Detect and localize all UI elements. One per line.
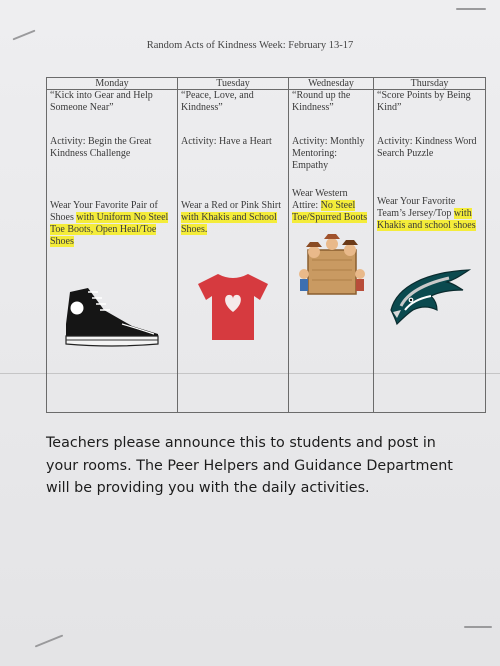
dress-code-highlight: with Uniform No Steel Toe Boots, Open Heal/Toe Shoes — [50, 212, 169, 247]
dress-code-text — [181, 200, 285, 236]
cowboy-kids-sign-icon — [292, 230, 370, 300]
activity-text: Activity: Begin the Great Kindness Challenge — [50, 136, 152, 159]
staple-mark — [464, 626, 492, 628]
eagle-logo-icon — [377, 266, 482, 330]
activity-text: Activity: Monthly Mentoring: Empathy — [292, 136, 365, 171]
day-cell-tuesday — [178, 90, 289, 413]
day-header-wednesday: Wednesday — [289, 78, 374, 90]
dress-code-main: Wear Your Favorite Team’s Jersey/Top — [377, 196, 456, 219]
day-cell-wednesday — [289, 90, 374, 413]
staple-mark — [12, 30, 35, 41]
kindness-week-table — [46, 77, 486, 413]
fold-line — [0, 373, 500, 374]
dress-code-highlight: with Khakis and School Shoes. — [181, 212, 277, 235]
teacher-note: Teachers please announce this to students and post in your rooms. The Peer Helpers and Guidance Department will be providing you with the daily activities. — [46, 435, 453, 496]
heart-tshirt-icon — [181, 272, 285, 346]
day-cell-thursday — [374, 90, 486, 413]
dress-code-main: Wear Your Favorite Pair of Shoes — [50, 200, 158, 223]
dress-code-text — [377, 196, 482, 232]
table-row — [47, 90, 486, 413]
day-header-thursday: Thursday — [374, 78, 486, 90]
day-header-tuesday: Tuesday — [178, 78, 289, 90]
dress-code-text — [292, 188, 370, 224]
theme-text: “Round up the Kindness” — [292, 90, 351, 113]
sneaker-icon — [50, 284, 174, 354]
activity-text: Activity: Have a Heart — [181, 136, 272, 147]
page-title: Random Acts of Kindness Week: February 13-17 — [146, 40, 354, 51]
table-header-row — [47, 78, 486, 90]
dress-code-highlight: with Khakis and school shoes — [377, 208, 476, 231]
activity-text: Activity: Kindness Word Search Puzzle — [377, 136, 477, 159]
day-cell-monday — [47, 90, 178, 413]
staple-mark — [35, 634, 64, 647]
dress-code-main: Wear a Red or Pink Shirt — [181, 200, 282, 211]
theme-text: “Peace, Love, and Kindness” — [181, 90, 254, 113]
dress-code-text — [50, 200, 174, 248]
day-header-monday: Monday — [47, 78, 178, 90]
theme-text: “Score Points by Being Kind” — [377, 90, 471, 113]
staple-mark — [456, 8, 486, 10]
dress-code-highlight: No Steel Toe/Spurred Boots — [292, 200, 368, 223]
theme-text: “Kick into Gear and Help Someone Near” — [50, 90, 153, 113]
dress-code-main: Wear Western Attire: — [292, 188, 348, 211]
